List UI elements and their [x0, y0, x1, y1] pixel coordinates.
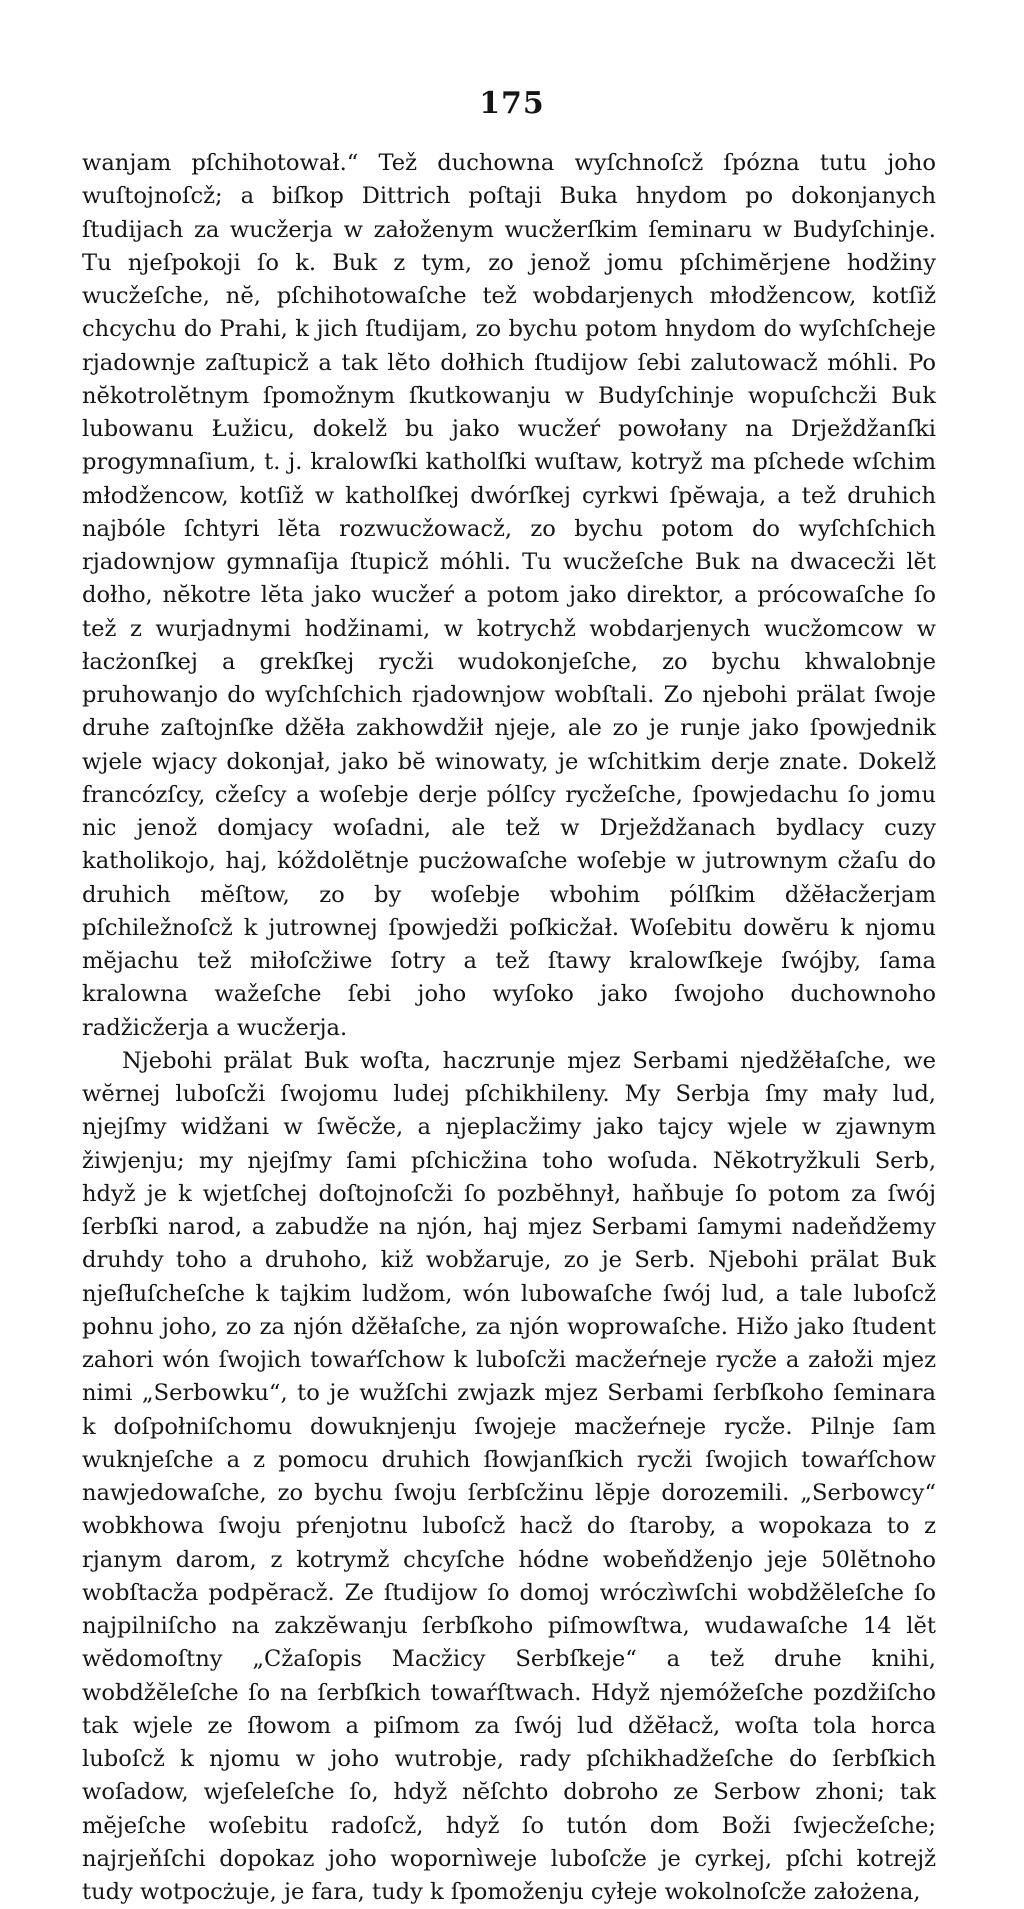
body-text	[82, 147, 936, 1909]
paragraph-1: wanjam pſchihotował.“ Tež duchowna wyſchnoſcž ſpózna tutu joho wuſtojnoſcž; a biſkop Dittrich poſtaji Buka hnydom po dokonjanych ſtudijach za wucžerja w załoženym wucžerſkim ſeminaru w Budyſchinje. Tu njeſpokoji ſo k. Buk z tym, zo jenož jomu pſchimĕrjene hodžiny wucžeſche, nĕ, pſchihotowaſche tež wobdarjenych młodžencow, kotſiž chcychu do Prahi, k jich ſtudijam, zo bychu potom hnydom do wyſchſcheje rjadownje zaſtupicž a tak lĕto dołhich ſtudijow ſebi zalutowacž móhli. Po nĕkotrolĕtnym ſpomožnym ſkutkowanju w Budyſchinje wopuſchcži Buk lubowanu Łužicu, dokelž bu jako wucžeŕ powołany na Drježdžanſki progymnaſium, t. j. kralowſki katholſki wuſtaw, kotryž ma pſchede wſchim młodžencow, kotſiž w katholſkej dwórſkej cyrkwi ſpĕwaja, a tež druhich najbóle ſchtyri lĕta rozwucžowacž, zo bychu potom do wyſchſchich rjadownjow gymnaſija ſtupicž móhli. Tu wucžeſche Buk na dwacecži lĕt dołho, nĕkotre lĕta jako wucžeŕ a potom jako direktor, a prócowaſche ſo tež z wurjadnymi hodžinami, w kotrychž wobdarjenych wucžomcow w łacżonſkej a grekſkej rycži wudokonjeſche, zo bychu khwalobnje pruhowanjo do wyſchſchich rjadownjow wobſtali. Zo njebohi prälat ſwoje druhe zaſtojnſke džĕła zakhowdžił njeje, ale zo je runje jako ſpowjednik wjele wjacy dokonjał, jako bĕ winowaty, je wſchitkim derje znate. Dokelž francózſcy, cžeſcy a woſebje derje pólſcy rycžeſche, ſpowjedachu ſo jomu nic jenož domjacy woſadni, ale tež w Drježdžanach bydlacy cuzy katholikojo, haj, kóždolĕtnje pucżowaſche woſebje w jutrownym cžaſu do druhich mĕſtow, zo by woſebje wbohim pólſkim džĕłacžerjam pſchiležnoſcž k jutrownej ſpowjedži poſkicžał. Woſebitu dowĕru k njomu mĕjachu tež miłoſcžiwe ſotry a tež ſtawy kralowſkeje ſwójby, ſama kralowna wažeſche ſebi joho wyſoko jako ſwojoho duchownoho radžicžerja a wucžerja.	[82, 150, 936, 1041]
paragraph-2: Njebohi prälat Buk woſta, haczrunje mjez Serbami njedžĕłaſche, we wĕrnej luboſcži ſwojomu ludej pſchikhileny. My Serbja ſmy mały lud, njejſmy widžani w ſwĕcže, a njeplacžimy jako tajcy wjele w zjawnym žiwjenju; my njejſmy ſami pſchicžina toho woſuda. Nĕkotryžkuli Serb, hdyž je k wjetſchej doſtojnoſcži ſo pozbĕhnył, haňbuje ſo potom za ſwój ſerbſki narod, a zabudže na njón, haj mjez Serbami ſamymi nadeňdžemy druhdy toho a druhoho, kiž wobžaruje, zo je Serb. Njebohi prälat Buk njeſłuſcheſche k tajkim ludžom, wón lubowaſche ſwój lud, a tale luboſcž pohnu joho, zo za njón džĕłaſche, za njón woprowaſche. Hižo jako ſtudent zahori wón ſwojich towaŕſchow k luboſcži macžeŕneje rycže a załoži mjez nimi „Serbowku“, to je wužſchi zwjazk mjez Serbami ſerbſkoho ſeminara k doſpołniſchomu dowuknjenju ſwojeje macžeŕneje rycže. Pilnje ſam wuknjeſche a z pomocu druhich ſłowjanſkich rycži ſwojich towaŕſchow nawjedowaſche, zo bychu ſwoju ſerbſcžinu lĕpje dorozemili. „Serbowcy“ wobkhowa ſwoju pŕenjotnu luboſcž hacž do ſtaroby, a wopokaza to z rjanym darom, z kotrymž chcyſche hódne wobeňdženjo jeje 50lĕtnoho wobſtacža podpĕracž. Ze ſtudijow ſo domoj wróczìwſchi wobdžĕleſche ſo najpilniſcho na zakzĕwanju ſerbſkoho piſmowſtwa, wudawaſche 14 lĕt wĕdomoſtny „Cžaſopis Macžicy Serbſkeje“ a tež druhe knihi, wobdžĕleſche ſo na ſerbſkich towaŕſtwach. Hdyž njemóžeſche pozdžiſcho tak wjele ze ſłowom a piſmom za ſwój lud džĕłacž, woſta tola horca luboſcž k njomu w joho wutrobje, rady pſchikhadžeſche do ſerbſkich woſadow, wjeſeleſche ſo, hdyž nĕſchto dobroho ze Serbow zhoni; tak mĕjeſche woſebitu radoſcž, hdyž ſo tutón dom Boži ſwjecžeſche; najrjeňſchi dopokaz joho wopornìweje luboſcže je cyrkej, pſchi kotrejž tudy wotpocżuje, je fara, tudy k ſpomoženju cyłeje wokolnoſcže założena,	[82, 1047, 936, 1905]
page-number: 175	[479, 86, 545, 121]
